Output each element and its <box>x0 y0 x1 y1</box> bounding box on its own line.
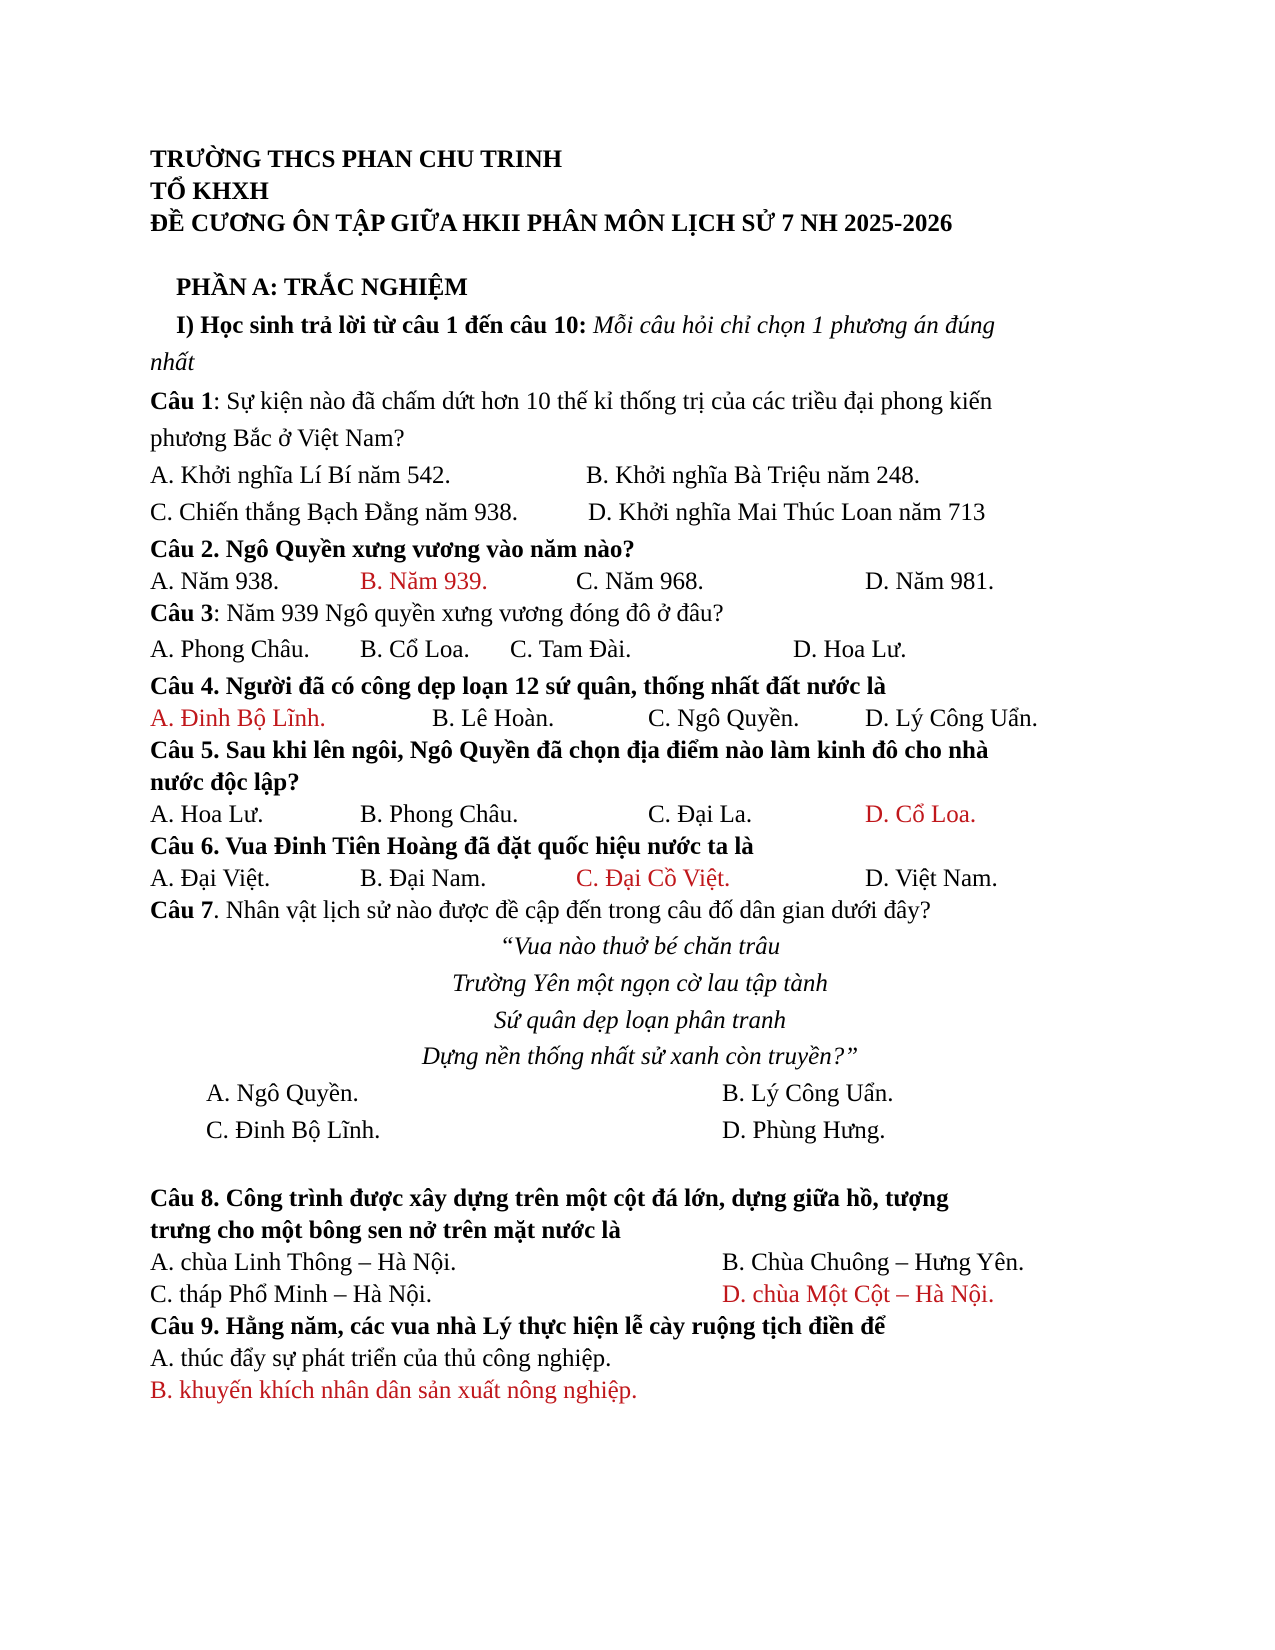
option-d: D. Hoa Lư. <box>793 636 907 663</box>
option-b-correct: B. khuyến khích nhân dân sản xuất nông nghiệp. <box>150 1377 638 1404</box>
option-d: D. Khởi nghĩa Mai Thúc Loan năm 713 <box>588 499 986 526</box>
question-label: Câu 3 <box>150 600 214 627</box>
option-d: D. Việt Nam. <box>865 865 998 892</box>
question-5-cont: nước độc lập? <box>150 769 300 796</box>
option-d-correct: D. chùa Một Cột – Hà Nội. <box>722 1281 995 1308</box>
option-d: D. Phùng Hưng. <box>722 1117 886 1144</box>
option-d: D. Năm 981. <box>865 568 995 595</box>
instruction-bold: I) Học sinh trả lời từ câu 1 đến câu 10: <box>176 312 587 339</box>
option-d: D. Lý Công Uẩn. <box>865 705 1038 732</box>
option-b: B. Cổ Loa. <box>360 636 470 663</box>
question-5: Câu 5. Sau khi lên ngôi, Ngô Quyền đã chọn địa điểm nào làm kinh đô cho nhà <box>150 737 989 764</box>
question-7 <box>150 894 1130 928</box>
option-a: A. Khởi nghĩa Lí Bí năm 542. <box>150 462 451 489</box>
option-a: A. Ngô Quyền. <box>206 1080 359 1107</box>
option-c: C. Chiến thắng Bạch Đằng năm 938. <box>150 499 518 526</box>
option-c: C. Tam Đài. <box>510 636 632 663</box>
poem-line-1: “Vua nào thuở bé chăn trâu <box>499 933 781 960</box>
poem-line-3: Sứ quân dẹp loạn phân tranh <box>493 1007 787 1034</box>
option-d-correct: D. Cổ Loa. <box>865 801 977 828</box>
question-2: Câu 2. Ngô Quyền xưng vương vào năm nào? <box>150 536 635 563</box>
option-c: C. Đại La. <box>648 801 753 828</box>
section-instruction <box>176 309 1156 343</box>
poem-line-4: Dựng nền thống nhất sử xanh còn truyền?” <box>421 1043 859 1070</box>
document-title: ĐỀ CƯƠNG ÔN TẬP GIỮA HKII PHÂN MÔN LỊCH SỬ 7 NH 2025-2026 <box>150 210 953 237</box>
option-a: A. Hoa Lư. <box>150 801 264 828</box>
option-a: A. thúc đẩy sự phát triển của thủ công nghiệp. <box>150 1345 612 1372</box>
option-b: B. Khởi nghĩa Bà Triệu năm 248. <box>586 462 921 489</box>
question-label: Câu 7 <box>150 897 214 924</box>
option-b: B. Đại Nam. <box>360 865 487 892</box>
option-c: C. tháp Phổ Minh – Hà Nội. <box>150 1281 432 1308</box>
question-8-cont: trưng cho một bông sen nở trên mặt nước là <box>150 1217 621 1244</box>
option-a: A. chùa Linh Thông – Hà Nội. <box>150 1249 457 1276</box>
option-b: B. Lê Hoàn. <box>432 705 555 732</box>
question-9: Câu 9. Hằng năm, các vua nhà Lý thực hiện lễ cày ruộng tịch điền để <box>150 1313 886 1340</box>
option-b: B. Lý Công Uẩn. <box>722 1080 894 1107</box>
question-label: Câu 1 <box>150 388 214 415</box>
option-b: B. Chùa Chuông – Hưng Yên. <box>722 1249 1025 1276</box>
option-c: C. Đinh Bộ Lĩnh. <box>206 1117 381 1144</box>
option-c: C. Năm 968. <box>576 568 704 595</box>
option-b-correct: B. Năm 939. <box>360 568 488 595</box>
question-3 <box>150 597 1130 631</box>
option-a: A. Đại Việt. <box>150 865 271 892</box>
question-4: Câu 4. Người đã có công dẹp loạn 12 sứ quân, thống nhất đất nước là <box>150 673 887 700</box>
poem-line-2: Trường Yên một ngọn cờ lau tập tành <box>452 970 828 997</box>
instruction-italic-cont: nhất <box>150 349 195 376</box>
question-text: : Sự kiện nào đã chấm dứt hơn 10 thế kỉ thống trị của các triều đại phong kiến <box>213 388 993 415</box>
option-a-correct: A. Đinh Bộ Lĩnh. <box>150 705 326 732</box>
question-8: Câu 8. Công trình được xây dựng trên một cột đá lớn, dựng giữa hồ, tượng <box>150 1185 949 1212</box>
section-title: PHẦN A: TRẮC NGHIỆM <box>176 274 468 301</box>
option-a: A. Phong Châu. <box>150 636 310 663</box>
department-name: TỔ KHXH <box>150 178 269 205</box>
question-6: Câu 6. Vua Đinh Tiên Hoàng đã đặt quốc hiệu nước ta là <box>150 833 754 860</box>
option-a: A. Năm 938. <box>150 568 280 595</box>
question-1 <box>150 385 1130 419</box>
option-b: B. Phong Châu. <box>360 801 519 828</box>
question-text: . Nhân vật lịch sử nào được đề cập đến trong câu đố dân gian dưới đây? <box>213 897 931 924</box>
option-c: C. Ngô Quyền. <box>648 705 800 732</box>
school-name: TRƯỜNG THCS PHAN CHU TRINH <box>150 146 563 173</box>
question-text-cont: phương Bắc ở Việt Nam? <box>150 425 405 452</box>
question-text: : Năm 939 Ngô quyền xưng vương đóng đô ở đâu? <box>213 600 724 627</box>
option-c-correct: C. Đại Cồ Việt. <box>576 865 731 892</box>
instruction-italic: Mỗi câu hỏi chỉ chọn 1 phương án đúng <box>593 312 995 339</box>
